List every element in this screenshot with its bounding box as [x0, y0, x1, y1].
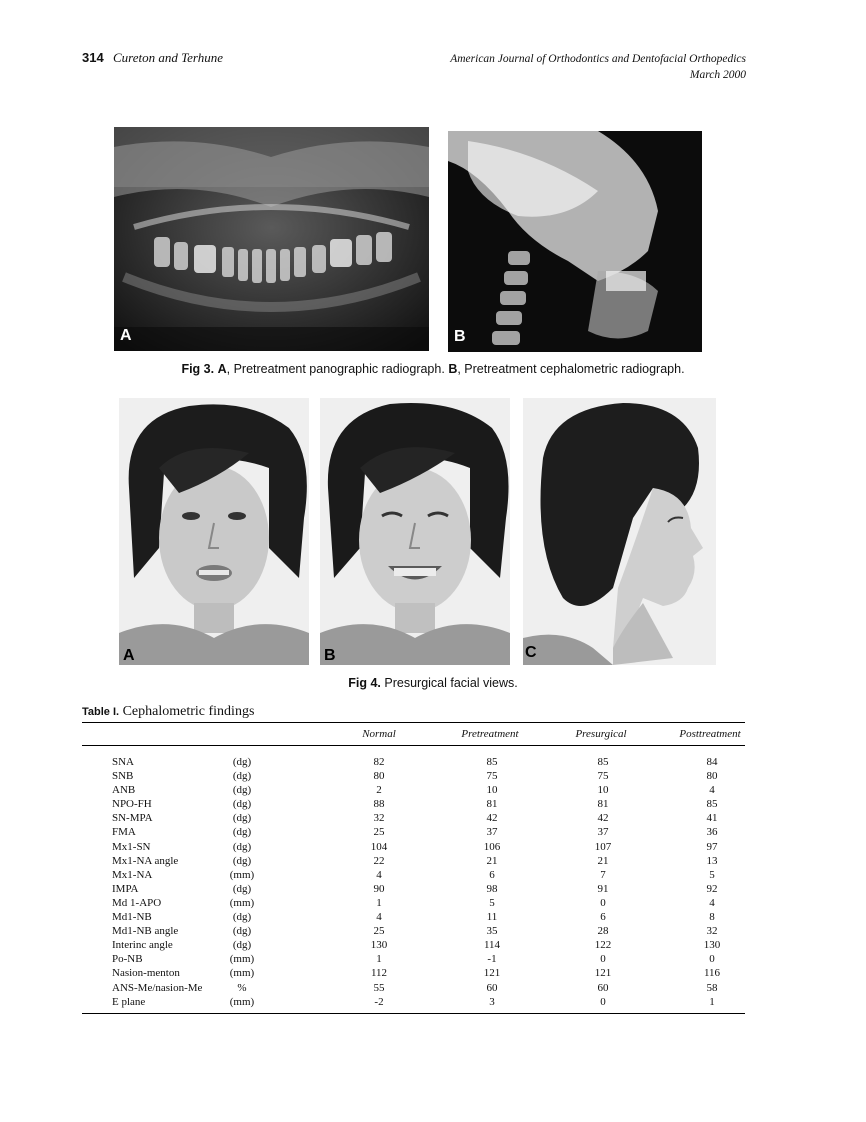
table-row: SNA (dg) 82 85 85 84 [112, 756, 718, 768]
figure-4c-panel-label: C [525, 644, 537, 661]
table-row: SN-MPA (dg) 32 42 42 41 [112, 812, 718, 825]
table-row: Po-NB (mm) 1 -1 0 0 [112, 953, 715, 966]
table-bottom-rule [82, 1013, 745, 1014]
table-top-rule [82, 722, 745, 723]
table-row: Mx1-NA angle (dg) 22 21 21 13 [112, 854, 718, 867]
figure-4a-panel-label: A [123, 647, 135, 664]
figure-4-caption-text: Presurgical facial views. [384, 676, 518, 690]
figure-3-caption-b-marker: B [448, 362, 458, 376]
table-title [82, 704, 254, 720]
figure-3a-panel-label: A [120, 327, 132, 344]
table-body [82, 755, 745, 1009]
figure-3-caption-b-text: , Pretreatment cephalometric radiograph. [457, 362, 685, 376]
figure-4-caption [100, 676, 766, 690]
table-row: Interinc angle (dg) 130 114 122 130 [112, 939, 721, 952]
table-row: Md1-NB angle (dg) 25 35 28 32 [112, 925, 718, 938]
figure-4c-profile-photo [523, 398, 716, 665]
table-row: Mx1-SN (dg) 104 106 107 97 [112, 840, 718, 853]
journal-title: American Journal of Orthodontics and Dentofacial Orthopedics [450, 53, 746, 65]
figure-3-caption-a-marker: A [217, 362, 227, 376]
table-caption: Cephalometric findings [122, 704, 255, 719]
figure-3-caption-a-text: , Pretreatment panographic radiograph. [226, 362, 445, 376]
figure-4b-panel-label: B [324, 647, 336, 664]
table-row: E plane (mm) -2 3 0 1 [112, 995, 715, 1008]
figure-3b-cephalometric-radiograph [448, 131, 702, 352]
table-row: IMPA (dg) 90 98 91 92 [112, 882, 718, 895]
table-row: ANS-Me/nasion-Me % 55 60 60 58 [112, 981, 718, 994]
table-row: FMA (dg) 25 37 37 36 [112, 826, 718, 839]
figure-3b-panel-label: B [454, 328, 466, 345]
table-row: Nasion-menton (mm) 112 121 121 116 [112, 967, 721, 980]
figure-3-caption [100, 362, 766, 376]
column-header-posttreatment: Posttreatment [679, 728, 741, 740]
table-row: SNB (dg) 80 75 75 80 [112, 770, 718, 783]
running-header-left [82, 50, 223, 66]
table-row: Md1-NB (dg) 4 11 6 8 [112, 911, 715, 924]
figure-4a-frontal-photo [119, 398, 309, 665]
table-row: Mx1-NA (mm) 4 6 7 5 [112, 868, 715, 881]
column-header-presurgical: Presurgical [575, 728, 627, 740]
column-header-pretreatment: Pretreatment [461, 728, 519, 740]
figure-4b-smiling-photo [320, 398, 510, 665]
running-authors: Cureton and Terhune [112, 50, 223, 65]
running-header-right [450, 51, 746, 83]
figure-3a-panoramic-radiograph [114, 127, 429, 351]
column-header-normal: Normal [362, 728, 396, 740]
page-number: 314 [82, 50, 104, 65]
figure-4-label: Fig 4. [348, 676, 381, 690]
table-header-rule [82, 745, 745, 746]
table-row: Md 1-APO (mm) 1 5 0 4 [112, 896, 715, 909]
table-label: Table I. [82, 706, 120, 718]
figure-3-label: Fig 3. [181, 362, 215, 376]
issue-date: March 2000 [689, 69, 746, 81]
table-row: ANB (dg) 2 10 10 4 [112, 784, 715, 797]
table-row: NPO-FH (dg) 88 81 81 85 [112, 798, 718, 811]
